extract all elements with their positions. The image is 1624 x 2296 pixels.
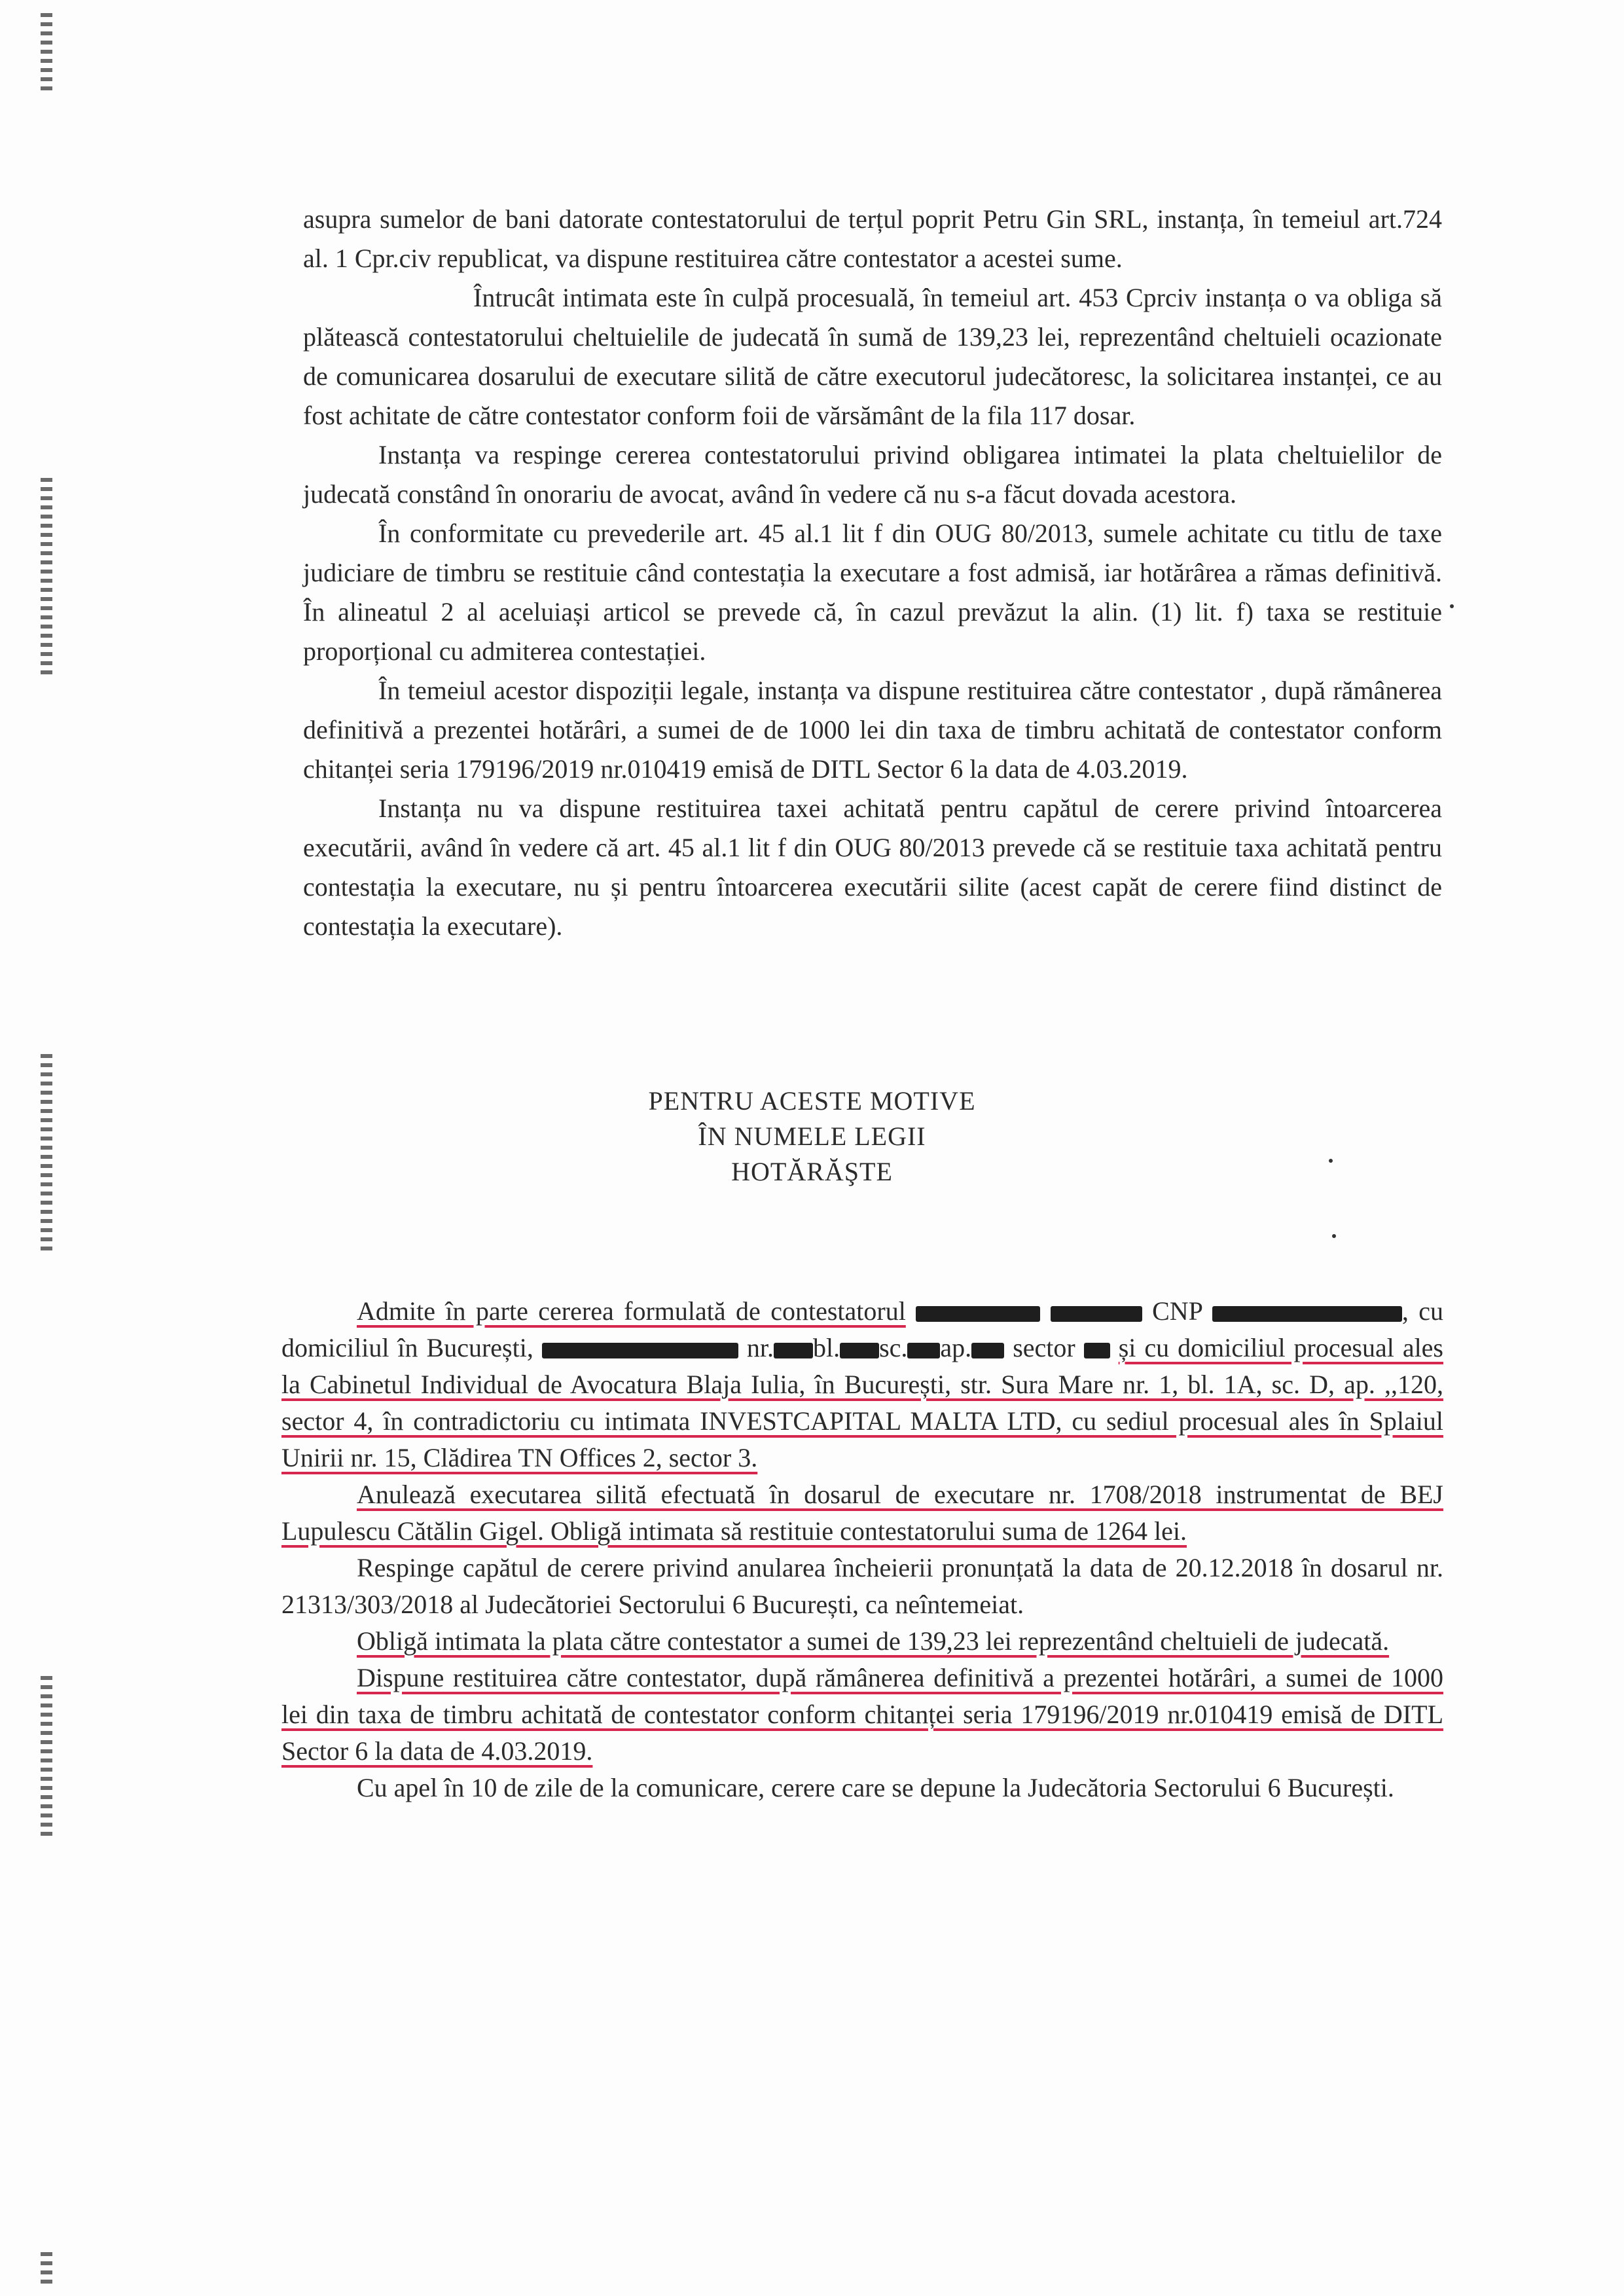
scan-artifact bbox=[41, 2252, 52, 2285]
ruling-admit-text: Admite în parte cererea formulată de contestatorul bbox=[357, 1296, 906, 1326]
redacted-street bbox=[542, 1343, 738, 1358]
ruling-section bbox=[281, 1293, 1443, 1806]
ap-label: ap. bbox=[940, 1333, 972, 1362]
bl-label: bl. bbox=[812, 1333, 840, 1362]
sc-label: sc. bbox=[879, 1333, 908, 1362]
ruling-restitution-text: Dispune restituirea către contestator, după rămânerea definitivă a prezentei hotărâri, a sumei de 1000 lei din taxa de timbru achitată de contestator conform chitanței seria 179196/2019 nr.010419 emisă de DITL Sector 6 la data de 4.03.2019. bbox=[281, 1663, 1443, 1766]
redacted-number bbox=[774, 1343, 813, 1358]
reasoning-section bbox=[303, 200, 1442, 946]
ruling-appeal-paragraph: Cu apel în 10 de zile de la comunicare, cerere care se depune la Judecătoria Sectorului 6 București. bbox=[357, 1773, 1394, 1802]
scan-artifact bbox=[41, 478, 52, 674]
ruling-annul-paragraph bbox=[281, 1476, 1443, 1550]
redacted-apartment bbox=[971, 1343, 1004, 1358]
redacted-name bbox=[916, 1306, 1040, 1322]
paragraph-no-restitution: Instanța nu va dispune restituirea taxei achitată pentru capătul de cerere privind întoarcerea executării, având în vedere că art. 45 al.1 lit f din OUG 80/2013 prevede că se restituie taxa achitată pentru contestația la executare, nu și pentru întoarcerea executării silite (acest capăt de cerere fiind distinct de contestația la executare). bbox=[303, 793, 1442, 941]
paragraph-seizure-restitution: asupra sumelor de bani datorate contestatorului de terțul poprit Petru Gin SRL, instanța, în temeiul art.724 al. 1 Cpr.civ republicat, va dispune restituirea către contestator a acestei sume. bbox=[303, 204, 1442, 273]
nr-label: nr. bbox=[746, 1333, 774, 1362]
ruling-reject-paragraph: Respinge capătul de cerere privind anularea încheierii pronunțată la data de 20.12.2018 în dosarul nr. 21313/303/2018 al Judecătoriei Sectorului 6 București, ca neîntemeiat. bbox=[281, 1553, 1443, 1619]
ruling-heading bbox=[0, 1084, 1624, 1190]
scan-speck bbox=[1450, 604, 1454, 608]
heading-line-law: ÎN NUMELE LEGII bbox=[698, 1121, 926, 1151]
redacted-staircase bbox=[907, 1343, 940, 1358]
redacted-cnp bbox=[1212, 1306, 1402, 1322]
paragraph-court-costs: Întrucât intimata este în culpă procesuală, în temeiul art. 453 Cprciv instanța o va obliga să plătească contestatorului cheltuielile de judecată în sumă de 139,23 lei, reprezentând cheltuieli ocazionate de comunicarea dosarului de executare silită de către executorul judecătoresc, la solicitarea instanței, ce au fost achitate de către contestator conform foii de vărsământ de la fila 117 dosar. bbox=[303, 283, 1442, 430]
sector-label: sector bbox=[1013, 1333, 1075, 1362]
scan-artifact bbox=[41, 13, 52, 92]
heading-line-motives: PENTRU ACESTE MOTIVE bbox=[648, 1086, 976, 1116]
cnp-label: CNP bbox=[1152, 1296, 1202, 1326]
paragraph-lawyer-fees: Instanța va respinge cererea contestatorului privind obligarea intimatei la plata cheltuielilor de judecată constând în onorariu de avocat, având în vedere că nu s-a făcut dovada acestora. bbox=[303, 440, 1442, 509]
heading-line-decides: HOTĂRĂŞTE bbox=[731, 1157, 893, 1186]
ruling-admit-details: și cu domiciliul procesual ales la Cabinetul Individual de Avocatura Blaja Iulia, în București, str. Sura Mare nr. 1, bl. 1A, sc. D, ap. ,,120, sector 4, în contradictoriu cu intimata INVESTCAPITAL MALTA LTD, cu sediul procesual ales în Splaiul Unirii nr. 15, Clădirea TN Offices 2, sector 3. bbox=[281, 1333, 1444, 1472]
ruling-costs-text: Obligă intimata la plata către contestator a sumei de 139,23 lei reprezentând cheltuieli de judecată. bbox=[357, 1626, 1390, 1656]
redacted-sector bbox=[1084, 1343, 1110, 1358]
ruling-restitution-paragraph bbox=[281, 1660, 1443, 1770]
ruling-annul-text: Anulează executarea silită efectuată în dosarul de executare nr. 1708/2018 instrumentat de BEJ Lupulescu Cătălin Gigel. Obligă intimata să restituie contestatorului suma de 1264 lei. bbox=[281, 1480, 1443, 1546]
scan-speck bbox=[1332, 1234, 1336, 1238]
scan-artifact bbox=[41, 1676, 52, 1840]
domicile-text: , cu domiciliul în București, bbox=[281, 1296, 1444, 1362]
redacted-block bbox=[840, 1343, 879, 1358]
paragraph-stamp-duty-law: În conformitate cu prevederile art. 45 al.1 lit f din OUG 80/2013, sumele achitate cu titlu de taxe judiciare de timbru se restituie când contestația la executare a fost admisă, iar hotărârea a rămas definitivă. În alineatul 2 al aceluiași articol se prevede că, în cazul prevăzut la alin. (1) lit. f) taxa se restituie proporțional cu admiterea contestației. bbox=[303, 519, 1442, 666]
redacted-surname bbox=[1051, 1306, 1142, 1322]
ruling-costs-paragraph bbox=[281, 1623, 1443, 1660]
ruling-admit-paragraph bbox=[281, 1293, 1443, 1476]
paragraph-stamp-duty-restitution: În temeiul acestor dispoziții legale, instanța va dispune restituirea către contestator , după rămânerea definitivă a prezentei hotărâri, a sumei de de 1000 lei din taxa de timbru achitată de contestator conform chitanței seria 179196/2019 nr.010419 emisă de DITL Sector 6 la data de 4.03.2019. bbox=[303, 676, 1442, 784]
